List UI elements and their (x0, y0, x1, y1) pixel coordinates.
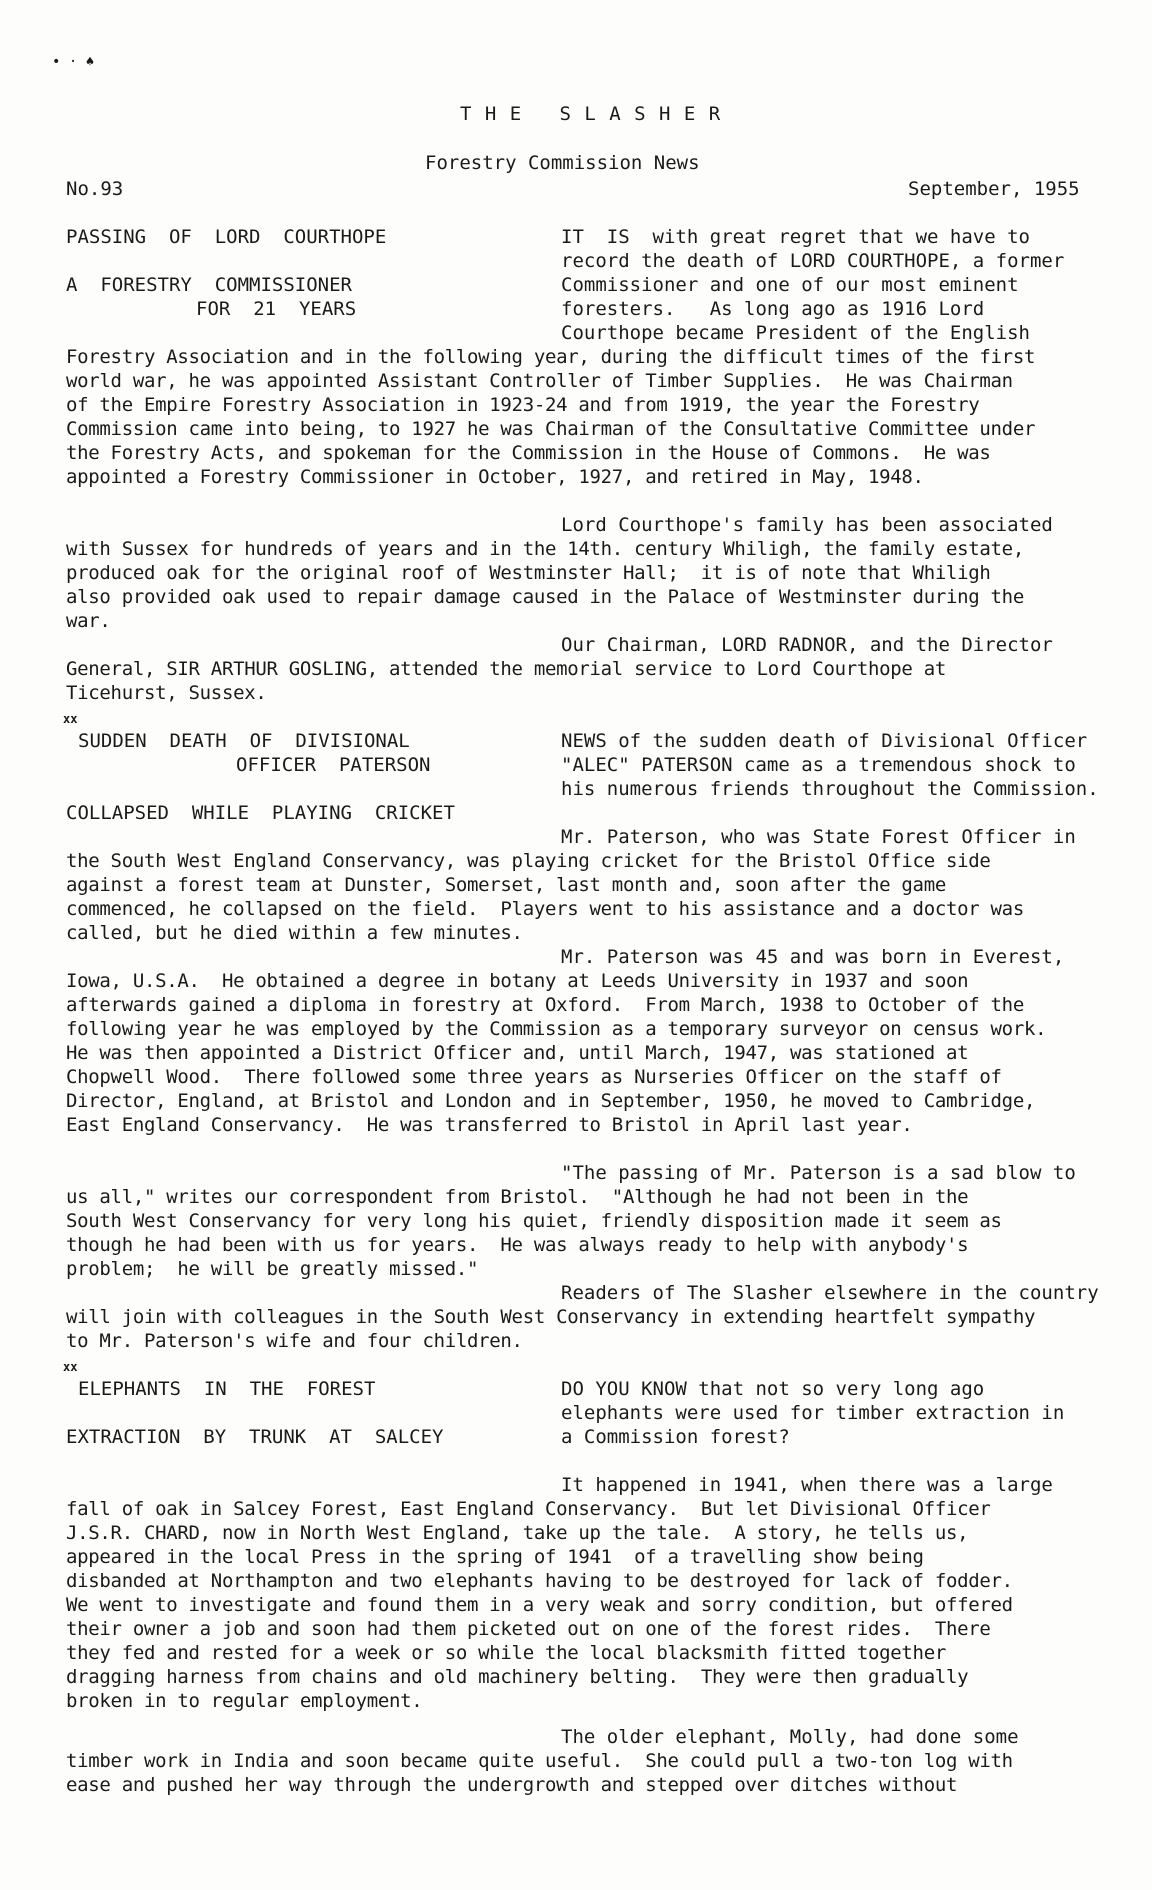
newsletter-title: T H E S L A S H E R (460, 103, 722, 125)
body-line: Director, England, at Bristol and London and in September, 1950, he moved to Cambridge, (66, 1090, 1036, 1112)
body-line: also provided oak used to repair damage caused in the Palace of Westminster during the (66, 586, 1024, 608)
section-marker: xx (63, 712, 78, 726)
body-line: they fed and rested for a week or so while the local blacksmith fitted together (66, 1642, 946, 1664)
body-line: war. (66, 610, 111, 632)
body-line: disbanded at Northampton and two elephants having to be destroyed for lack of fodder. (66, 1570, 1013, 1592)
body-line: Mr. Paterson was 45 and was born in Everest, (561, 946, 1065, 968)
body-line: Readers of The Slasher elsewhere in the country (561, 1282, 1099, 1304)
body-line: "The passing of Mr. Paterson is a sad blow to (561, 1162, 1076, 1184)
section3-subhead: EXTRACTION BY TRUNK AT SALCEY (66, 1426, 444, 1448)
body-line: broken in to regular employment. (66, 1690, 423, 1712)
body-line: Ticehurst, Sussex. (66, 682, 267, 704)
body-line: Mr. Paterson, who was State Forest Officer in (561, 826, 1076, 848)
section2-subhead: COLLAPSED WHILE PLAYING CRICKET (66, 802, 455, 824)
section1-subhead: A FORESTRY COMMISSIONER (66, 274, 352, 296)
issue-date: September, 1955 (908, 178, 1080, 200)
body-line: their owner a job and soon had them picketed out on one of the forest rides. There (66, 1618, 991, 1640)
section2-headline-2: OFFICER PATERSON (236, 754, 431, 776)
section3-intro-line: elephants were used for timber extraction in (561, 1402, 1065, 1424)
body-line: South West Conservancy for very long his quiet, friendly disposition made it seem as (66, 1210, 1002, 1232)
section2-intro-line: his numerous friends throughout the Commission. (561, 778, 1099, 800)
section2-headline: SUDDEN DEATH OF DIVISIONAL (78, 730, 410, 752)
section1-intro-line: record the death of LORD COURTHOPE, a former (561, 250, 1065, 272)
section1-intro-line: IT IS with great regret that we have to (561, 226, 1030, 248)
body-line: the South West England Conservancy, was playing cricket for the Bristol Office side (66, 850, 991, 872)
body-line: J.S.R. CHARD, now in North West England, take up the tale. A story, he tells us, (66, 1522, 969, 1544)
body-line: East England Conservancy. He was transferred to Bristol in April last year. (66, 1114, 913, 1136)
section3-intro-line: a Commission forest? (561, 1426, 790, 1448)
body-line: produced oak for the original roof of Westminster Hall; it is of note that Whiligh (66, 562, 991, 584)
body-line: will join with colleagues in the South West Conservancy in extending heartfelt sympathy (66, 1306, 1036, 1328)
body-line: of the Empire Forestry Association in 1923-24 and from 1919, the year the Forestry (66, 394, 980, 416)
body-line: Our Chairman, LORD RADNOR, and the Director (561, 634, 1053, 656)
section2-intro-line: "ALEC" PATERSON came as a tremendous shock to (561, 754, 1076, 776)
body-line: dragging harness from chains and old machinery belting. They were then gradually (66, 1666, 969, 1688)
section3-intro-line: DO YOU KNOW that not so very long ago (561, 1378, 985, 1400)
body-line: Commission came into being, to 1927 he was Chairman of the Consultative Committee under (66, 418, 1036, 440)
body-line: Forestry Association and in the following year, during the difficult times of the first (66, 346, 1036, 368)
newsletter-subtitle: Forestry Commission News (425, 152, 700, 174)
body-line: The older elephant, Molly, had done some (561, 1726, 1019, 1748)
body-line: General, SIR ARTHUR GOSLING, attended the memorial service to Lord Courthope at (66, 658, 946, 680)
section3-headline: ELEPHANTS IN THE FOREST (78, 1378, 376, 1400)
body-line: ease and pushed her way through the undergrowth and stepped over ditches without (66, 1774, 958, 1796)
section-marker: xx (63, 1360, 78, 1374)
section1-subhead-2: FOR 21 YEARS (196, 298, 357, 320)
body-line: Chopwell Wood. There followed some three years as Nurseries Officer on the staff of (66, 1066, 1002, 1088)
section1-headline: PASSING OF LORD COURTHOPE (66, 226, 387, 248)
section2-intro-line: NEWS of the sudden death of Divisional Officer (561, 730, 1088, 752)
body-line: We went to investigate and found them in a very weak and sorry condition, but offered (66, 1594, 1013, 1616)
body-line: Iowa, U.S.A. He obtained a degree in botany at Leeds University in 1937 and soon (66, 970, 969, 992)
section1-intro-line: Commissioner and one of our most eminent (561, 274, 1019, 296)
body-line: timber work in India and soon became quite useful. She could pull a two-ton log with (66, 1750, 1013, 1772)
body-line: appeared in the local Press in the spring of 1941 of a travelling show being (66, 1546, 924, 1568)
body-line: Lord Courthope's family has been associated (561, 514, 1053, 536)
section1-intro-line: Courthope became President of the English (561, 322, 1030, 344)
body-line: the Forestry Acts, and spokeman for the Commission in the House of Commons. He was (66, 442, 991, 464)
body-line: He was then appointed a District Officer and, until March, 1947, was stationed at (66, 1042, 969, 1064)
section1-intro-line: foresters. As long ago as 1916 Lord (561, 298, 985, 320)
body-line: problem; he will be greatly missed." (66, 1258, 479, 1280)
scan-speck-marks: • · ♠ (52, 54, 95, 70)
body-line: with Sussex for hundreds of years and in the 14th. century Whiligh, the family estate, (66, 538, 1024, 560)
body-line: fall of oak in Salcey Forest, East England Conservancy. But let Divisional Officer (66, 1498, 991, 1520)
issue-number: No.93 (66, 178, 124, 200)
body-line: to Mr. Paterson's wife and four children. (66, 1330, 523, 1352)
body-line: following year he was employed by the Commission as a temporary surveyor on census work. (66, 1018, 1047, 1040)
body-line: world war, he was appointed Assistant Controller of Timber Supplies. He was Chairman (66, 370, 1013, 392)
body-line: called, but he died within a few minutes. (66, 922, 523, 944)
body-line: appointed a Forestry Commissioner in October, 1927, and retired in May, 1948. (66, 466, 924, 488)
body-line: against a forest team at Dunster, Somerset, last month and, soon after the game (66, 874, 946, 896)
body-line: us all," writes our correspondent from Bristol. "Although he had not been in the (66, 1186, 969, 1208)
body-line: commenced, he collapsed on the field. Players went to his assistance and a doctor was (66, 898, 1024, 920)
body-line: though he had been with us for years. He was always ready to help with anybody's (66, 1234, 969, 1256)
body-line: afterwards gained a diploma in forestry at Oxford. From March, 1938 to October of the (66, 994, 1024, 1016)
body-line: It happened in 1941, when there was a large (561, 1474, 1053, 1496)
